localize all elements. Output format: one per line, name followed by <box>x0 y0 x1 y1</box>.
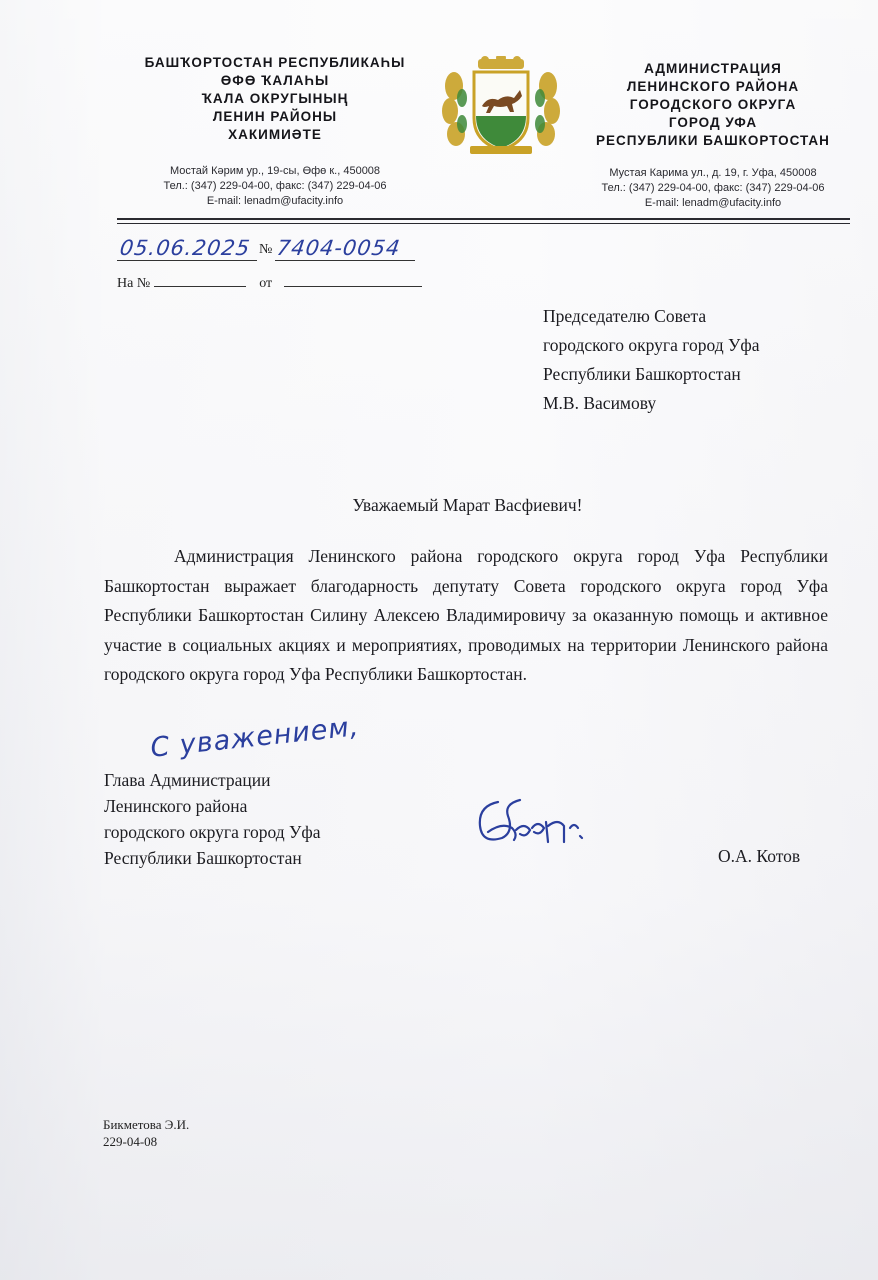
date-underline <box>117 260 257 261</box>
signer-position <box>104 767 321 871</box>
executor-name: Бикметова Э.И. <box>103 1117 190 1132</box>
signer-name: О.А. Котов <box>718 846 801 866</box>
email-line: E-mail: lenadm@ufacity.info <box>206 195 344 207</box>
header-divider-thin <box>117 223 850 224</box>
registration-date: 05.06.2025 <box>118 236 252 260</box>
number-sign: № <box>259 242 273 257</box>
header-left-line: ЛЕНИН РАЙОНЫ <box>212 109 338 124</box>
header-left-line: ҠАЛА ОКРУГЫНЫҢ <box>201 91 349 106</box>
address-line: Мостай Кәрим ур., 19-сы, Өфө к., 450008 <box>169 165 381 177</box>
registration-number: 7404-0054 <box>275 236 403 260</box>
header-left-line: ӨФӨ ҠАЛАҺЫ <box>220 73 330 88</box>
reference-prefix: На № <box>117 276 151 291</box>
header-left-line: БАШҠОРТОСТАН РЕСПУБЛИКАҺЫ <box>144 55 406 70</box>
phone-line: Тел.: (347) 229-04-00, факс: (347) 229-04-06 <box>601 182 825 194</box>
reference-from-label: от <box>259 276 273 291</box>
header-right-line: ГОРОД УФА <box>668 115 758 130</box>
registration-row <box>117 232 437 266</box>
header-right-address <box>568 166 858 211</box>
header-left-line: ХАКИМИӘТЕ <box>228 127 322 142</box>
header-right-line: АДМИНИСТРАЦИЯ <box>644 61 782 76</box>
signer-position-line: Глава Администрации <box>104 770 271 790</box>
executor-block <box>103 1116 189 1150</box>
number-underline <box>275 260 415 261</box>
header-left-bashkir <box>115 54 435 209</box>
reference-row <box>117 275 422 292</box>
addressee-name: М.В. Васимову <box>543 393 657 413</box>
header-divider-thick <box>117 218 850 220</box>
header-left-address <box>115 164 435 209</box>
header-right-line: РЕСПУБЛИКИ БАШКОРТОСТАН <box>596 133 830 148</box>
header-right-line: ЛЕНИНСКОГО РАЙОНА <box>626 79 800 94</box>
email-line: E-mail: lenadm@ufacity.info <box>644 197 782 209</box>
salutation: Уважаемый Марат Васфиевич! <box>352 495 583 515</box>
addressee-line: городского округа город Уфа <box>543 335 760 355</box>
signer-position-line: Ленинского района <box>104 796 248 816</box>
executor-phone: 229-04-08 <box>103 1134 158 1149</box>
signer-position-line: городского округа город Уфа <box>104 822 321 842</box>
phone-line: Тел.: (347) 229-04-00, факс: (347) 229-04-06 <box>163 180 387 192</box>
handwritten-closing: С уважением, <box>148 711 361 764</box>
addressee-line: Республики Башкортостан <box>543 364 741 384</box>
addressee-block <box>543 302 760 418</box>
signer-position-line: Республики Башкортостан <box>104 848 302 868</box>
address-line: Мустая Карима ул., д. 19, г. Уфа, 450008 <box>609 167 817 179</box>
header-right-line: ГОРОДСКОГО ОКРУГА <box>629 97 797 112</box>
handwritten-signature <box>468 792 598 862</box>
addressee-line: Председателю Совета <box>543 306 707 326</box>
reference-date-blank <box>284 275 422 287</box>
reference-number-blank <box>154 275 246 287</box>
letter-body: Администрация Ленинского района городского округа город Уфа Республики Башкортостан выражает благодарность депутату Совета городского округа город Уфа Республики Башкортостан Силину Алексею Владимировичу за оказанную помощь и активное участие в социальных акциях и мероприятиях, проводимых на территории Ленинского района городского округа город Уфа Республики Башкортостан. <box>104 546 828 684</box>
header-right-russian <box>568 60 858 211</box>
ufa-coat-of-arms-icon <box>440 56 562 156</box>
